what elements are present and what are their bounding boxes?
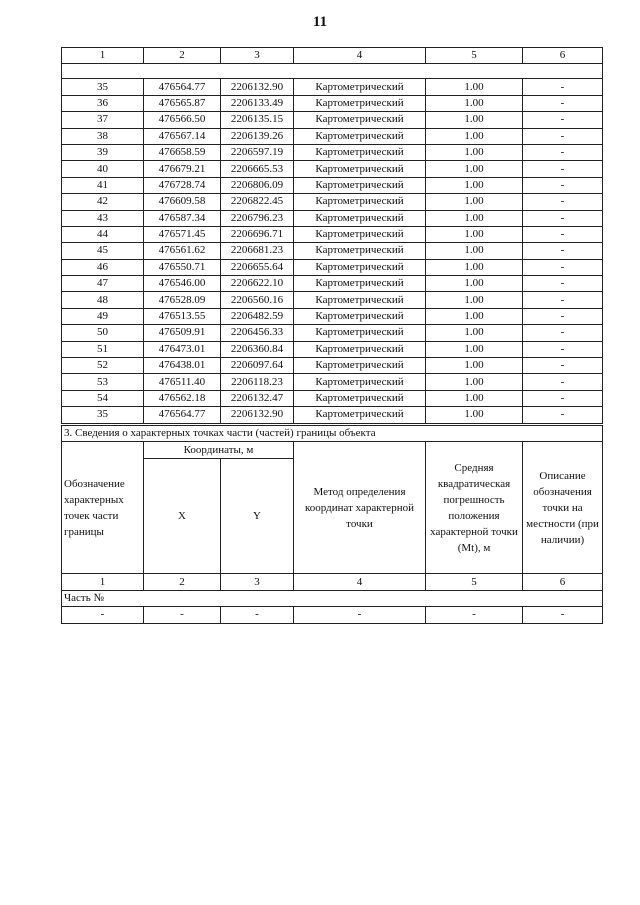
- table-row: [62, 341, 603, 357]
- table-cell: -: [523, 226, 603, 242]
- table-cell: 1.00: [426, 308, 523, 324]
- table-cell: 1.00: [426, 243, 523, 259]
- table-row: [62, 390, 603, 406]
- table-cell: 35: [62, 79, 144, 95]
- table-cell: Картометрический: [294, 95, 426, 111]
- part-row: [62, 590, 603, 606]
- table-cell: 2206132.90: [221, 407, 294, 423]
- table-row: [62, 161, 603, 177]
- table-cell: 476609.58: [144, 194, 221, 210]
- table-cell: -: [523, 341, 603, 357]
- table-cell: 43: [62, 210, 144, 226]
- header-description: Описание обозначения точки на местности (при наличии): [523, 442, 603, 574]
- table-cell: Картометрический: [294, 308, 426, 324]
- table-cell: 1.00: [426, 161, 523, 177]
- table-row: [62, 177, 603, 193]
- table-cell: 42: [62, 194, 144, 210]
- table-cell: -: [221, 607, 294, 623]
- table-row: [62, 374, 603, 390]
- table-cell: 476561.62: [144, 243, 221, 259]
- table-cell: Картометрический: [294, 128, 426, 144]
- table-cell: -: [523, 144, 603, 160]
- table-cell: 48: [62, 292, 144, 308]
- table-cell: Картометрический: [294, 226, 426, 242]
- part-label: Часть №: [62, 590, 603, 606]
- table-cell: 2206796.23: [221, 210, 294, 226]
- table-cell: 476658.59: [144, 144, 221, 160]
- table-row: [62, 95, 603, 111]
- table-cell: 2206132.47: [221, 390, 294, 406]
- page-number: 11: [312, 14, 328, 30]
- table-cell: 44: [62, 226, 144, 242]
- column-number-row: [62, 574, 603, 590]
- header-x: X: [144, 459, 221, 574]
- table-cell: 1.00: [426, 194, 523, 210]
- table-cell: -: [523, 79, 603, 95]
- part-boundary-table: [61, 425, 603, 624]
- table-cell: -: [523, 308, 603, 324]
- table-cell: 2206560.16: [221, 292, 294, 308]
- empty-row: [62, 64, 603, 79]
- column-number: 4: [294, 48, 426, 64]
- table-cell: 476679.21: [144, 161, 221, 177]
- table-row: [62, 79, 603, 95]
- table-cell: Картометрический: [294, 374, 426, 390]
- table-row: [62, 292, 603, 308]
- section-title-row: [62, 426, 603, 442]
- table-cell: -: [523, 243, 603, 259]
- table-row: [62, 276, 603, 292]
- table-cell: -: [523, 358, 603, 374]
- table-cell: -: [523, 210, 603, 226]
- table-cell: -: [523, 112, 603, 128]
- table-cell: Картометрический: [294, 194, 426, 210]
- table-cell: -: [523, 325, 603, 341]
- table-cell: 2206696.71: [221, 226, 294, 242]
- table-cell: 1.00: [426, 374, 523, 390]
- table-cell: Картометрический: [294, 144, 426, 160]
- table-cell: 54: [62, 390, 144, 406]
- table-cell: -: [62, 607, 144, 623]
- table-cell: Картометрический: [294, 390, 426, 406]
- table-cell: Картометрический: [294, 210, 426, 226]
- table-cell: Картометрический: [294, 259, 426, 275]
- table-cell: 2206665.53: [221, 161, 294, 177]
- table-cell: Картометрический: [294, 161, 426, 177]
- table-row: [62, 358, 603, 374]
- column-number-row: [62, 48, 603, 64]
- column-number: 1: [62, 574, 144, 590]
- column-number: 5: [426, 48, 523, 64]
- table-row: [62, 144, 603, 160]
- header-method: Метод определения координат характерной точки: [294, 442, 426, 574]
- table-row: [62, 194, 603, 210]
- table-cell: 1.00: [426, 95, 523, 111]
- table-cell: -: [523, 374, 603, 390]
- table-row: [62, 226, 603, 242]
- table-cell: 2206135.15: [221, 112, 294, 128]
- table-cell: 1.00: [426, 341, 523, 357]
- column-number: 4: [294, 574, 426, 590]
- table-cell: 1.00: [426, 177, 523, 193]
- coordinates-table-body: [62, 48, 603, 424]
- table-cell: 476728.74: [144, 177, 221, 193]
- table-cell: 36: [62, 95, 144, 111]
- coordinates-table: [61, 47, 603, 424]
- table-cell: -: [523, 194, 603, 210]
- column-number: 6: [523, 574, 603, 590]
- table-cell: 2206139.26: [221, 128, 294, 144]
- table-row: [62, 308, 603, 324]
- table-cell: 476513.55: [144, 308, 221, 324]
- table-cell: 476567.14: [144, 128, 221, 144]
- header-point-designation: Обозначение характерных точек части границы: [62, 442, 144, 574]
- table-cell: 1.00: [426, 259, 523, 275]
- table-cell: 2206622.10: [221, 276, 294, 292]
- table-cell: -: [144, 607, 221, 623]
- table-cell: 1.00: [426, 128, 523, 144]
- table-cell: Картометрический: [294, 243, 426, 259]
- table-cell: 38: [62, 128, 144, 144]
- table-cell: -: [523, 161, 603, 177]
- table-cell: Картометрический: [294, 276, 426, 292]
- table-cell: 476511.40: [144, 374, 221, 390]
- table-cell: 1.00: [426, 325, 523, 341]
- table-cell: 1.00: [426, 358, 523, 374]
- table-row: [62, 210, 603, 226]
- table-cell: 40: [62, 161, 144, 177]
- column-number: 6: [523, 48, 603, 64]
- table-cell: 476565.87: [144, 95, 221, 111]
- table-cell: -: [523, 177, 603, 193]
- table-cell: Картометрический: [294, 79, 426, 95]
- table-cell: 53: [62, 374, 144, 390]
- table-cell: -: [523, 128, 603, 144]
- table-cell: 476562.18: [144, 390, 221, 406]
- table-cell: -: [523, 607, 603, 623]
- part-empty-row: [62, 607, 603, 623]
- column-number: 3: [221, 574, 294, 590]
- table-cell: 476564.77: [144, 79, 221, 95]
- column-number: 3: [221, 48, 294, 64]
- table-cell: 2206133.49: [221, 95, 294, 111]
- table-cell: 1.00: [426, 276, 523, 292]
- header-row: [62, 442, 603, 459]
- table-cell: Картометрический: [294, 177, 426, 193]
- table-cell: 46: [62, 259, 144, 275]
- table-cell: 45: [62, 243, 144, 259]
- column-number: 1: [62, 48, 144, 64]
- table-cell: 51: [62, 341, 144, 357]
- table-cell: 476438.01: [144, 358, 221, 374]
- table-row: [62, 407, 603, 423]
- column-number: 2: [144, 574, 221, 590]
- table-cell: 1.00: [426, 226, 523, 242]
- table-cell: -: [523, 276, 603, 292]
- table-cell: 47: [62, 276, 144, 292]
- table-cell: Картометрический: [294, 292, 426, 308]
- table-cell: 1.00: [426, 390, 523, 406]
- table-row: [62, 112, 603, 128]
- table-cell: Картометрический: [294, 112, 426, 128]
- table-cell: 1.00: [426, 210, 523, 226]
- table-row: [62, 128, 603, 144]
- table-cell: 41: [62, 177, 144, 193]
- table-cell: 476571.45: [144, 226, 221, 242]
- table-cell: 2206822.45: [221, 194, 294, 210]
- table-cell: 1.00: [426, 144, 523, 160]
- table-cell: -: [294, 607, 426, 623]
- table-cell: -: [523, 407, 603, 423]
- table-cell: 2206655.64: [221, 259, 294, 275]
- table-cell: 476473.01: [144, 341, 221, 357]
- table-cell: 476587.34: [144, 210, 221, 226]
- table-cell: 2206681.23: [221, 243, 294, 259]
- header-coordinates: Координаты, м: [144, 442, 294, 459]
- table-cell: 1.00: [426, 79, 523, 95]
- empty-cell: [62, 64, 603, 79]
- header-error: Средняя квадратическая погрешность положения характерной точки (Mt), м: [426, 442, 523, 574]
- table-cell: Картометрический: [294, 358, 426, 374]
- table-cell: 476528.09: [144, 292, 221, 308]
- section-title: 3. Сведения о характерных точках части (частей) границы объекта: [62, 426, 603, 442]
- table-row: [62, 325, 603, 341]
- table-cell: 2206360.84: [221, 341, 294, 357]
- column-number: 2: [144, 48, 221, 64]
- table-cell: 2206132.90: [221, 79, 294, 95]
- table-cell: 476550.71: [144, 259, 221, 275]
- table-cell: 49: [62, 308, 144, 324]
- table-cell: -: [426, 607, 523, 623]
- table-cell: -: [523, 292, 603, 308]
- table-cell: 1.00: [426, 407, 523, 423]
- table-cell: 476566.50: [144, 112, 221, 128]
- table-cell: 39: [62, 144, 144, 160]
- table-cell: 2206597.19: [221, 144, 294, 160]
- header-y: Y: [221, 459, 294, 574]
- table-cell: 2206806.09: [221, 177, 294, 193]
- table-cell: -: [523, 95, 603, 111]
- table-cell: 476509.91: [144, 325, 221, 341]
- table-cell: 37: [62, 112, 144, 128]
- table-row: [62, 259, 603, 275]
- table-cell: 2206456.33: [221, 325, 294, 341]
- table-cell: -: [523, 259, 603, 275]
- table-cell: Картометрический: [294, 325, 426, 341]
- table-cell: 52: [62, 358, 144, 374]
- table-cell: 1.00: [426, 292, 523, 308]
- table-cell: 476546.00: [144, 276, 221, 292]
- column-number: 5: [426, 574, 523, 590]
- table-cell: 2206097.64: [221, 358, 294, 374]
- table-cell: 50: [62, 325, 144, 341]
- table-cell: 35: [62, 407, 144, 423]
- table-cell: Картометрический: [294, 341, 426, 357]
- table-cell: 2206482.59: [221, 308, 294, 324]
- table-cell: Картометрический: [294, 407, 426, 423]
- table-cell: 476564.77: [144, 407, 221, 423]
- table-cell: 1.00: [426, 112, 523, 128]
- table-cell: 2206118.23: [221, 374, 294, 390]
- table-cell: -: [523, 390, 603, 406]
- table-row: [62, 243, 603, 259]
